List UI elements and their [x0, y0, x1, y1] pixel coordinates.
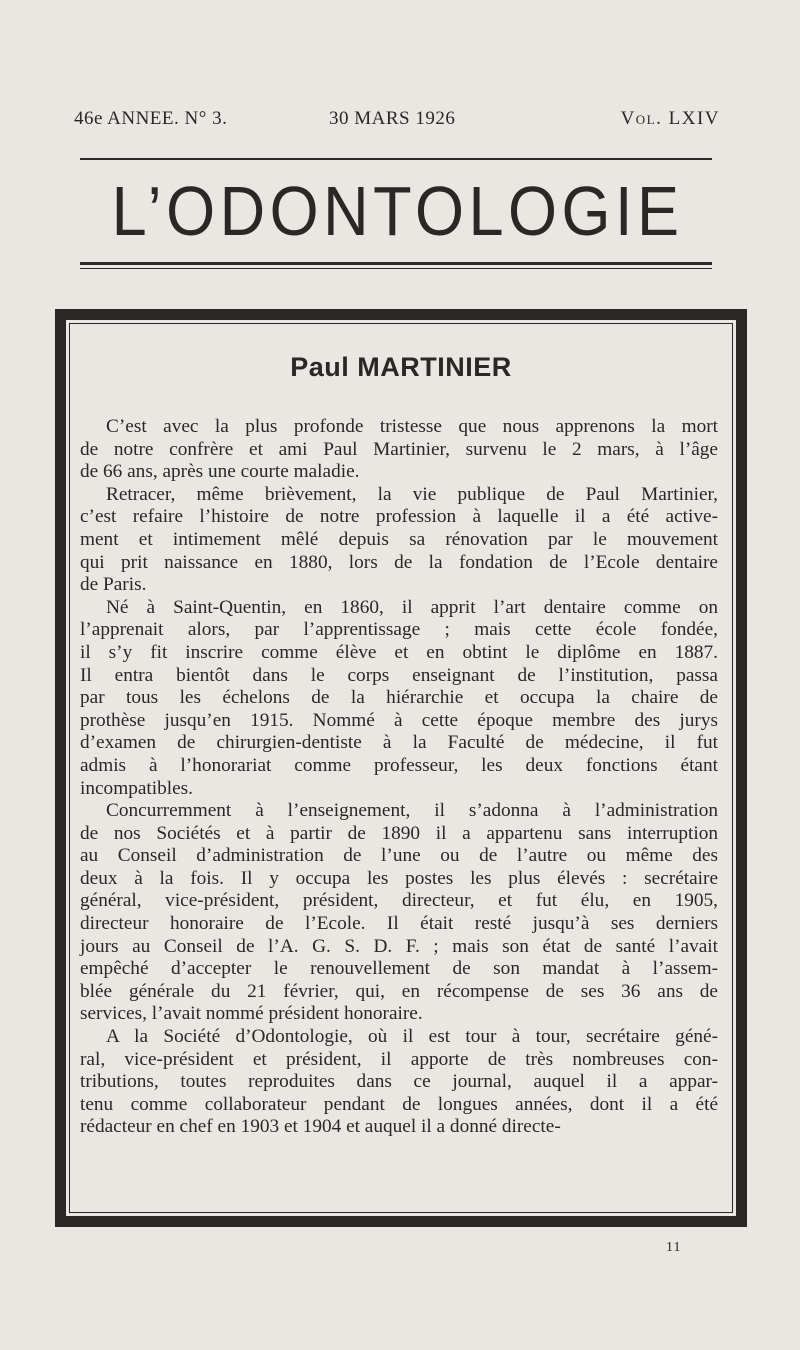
text-line: ment et intimement mêlé depuis sa rénovation par le mouvement	[80, 528, 718, 550]
article-body	[80, 416, 718, 1139]
journal-masthead: L’ODONTOLOGIE	[111, 172, 684, 250]
running-header	[74, 108, 720, 138]
text-line: empêché d’accepter le renouvellement de son mandat à l’assem-	[80, 958, 718, 980]
text-line: A la Société d’Odontologie, où il est tour à tour, secrétaire géné-	[106, 1026, 718, 1048]
text-line: prothèse jusqu’en 1915. Nommé à cette époque membre des jurys	[80, 709, 718, 731]
text-line: tenu comme collaborateur pendant de longues années, dont il a été	[80, 1093, 718, 1115]
text-line: au Conseil d’administration de l’une ou de l’autre ou même des	[80, 845, 718, 867]
issue-date: 30 MARS 1926	[329, 108, 456, 129]
article-paragraph	[80, 800, 718, 1026]
text-line: Retracer, même brièvement, la vie publique de Paul Martinier,	[106, 483, 718, 505]
article-paragraph	[80, 484, 718, 597]
text-line: deux à la fois. Il y occupa les postes les plus élevés : secrétaire	[80, 867, 718, 889]
text-line: jours au Conseil de l’A. G. S. D. F. ; mais son état de santé l’avait	[80, 935, 718, 957]
text-line: d’examen de chirurgien-dentiste à la Faculté de médecine, il fut	[80, 732, 718, 754]
text-line: services, l’avait nommé président honoraire.	[80, 1003, 423, 1025]
top-rule	[80, 158, 712, 160]
masthead-rule-thin	[80, 268, 712, 269]
text-line: de notre confrère et ami Paul Martinier, survenu le 2 mars, à l’âge	[80, 438, 718, 460]
text-line: de Paris.	[80, 574, 147, 596]
text-line: de nos Sociétés et à partir de 1890 il a appartenu sans interruption	[80, 822, 718, 844]
text-line: Concurremment à l’enseignement, il s’adonna à l’administration	[106, 800, 718, 822]
text-line: incompatibles.	[80, 777, 193, 799]
article-paragraph	[80, 416, 718, 484]
page-number: 11	[666, 1240, 682, 1255]
text-line: général, vice-président, président, directeur, et fut élu, en 1905,	[80, 890, 718, 912]
text-line: C’est avec la plus profonde tristesse que nous apprenons la mort	[106, 416, 718, 437]
article-paragraph	[80, 597, 718, 800]
article-paragraph	[80, 1026, 718, 1139]
text-line: de 66 ans, après une courte maladie.	[80, 461, 360, 483]
text-line: directeur honoraire de l’Ecole. Il était resté jusqu’à ses derniers	[80, 913, 718, 935]
text-line: l’apprenait alors, par l’apprentissage ; mais cette école fondée,	[80, 619, 718, 641]
issue-number: 46e ANNEE. N° 3.	[74, 108, 228, 129]
text-line: blée générale du 21 février, qui, en récompense de ses 36 ans de	[80, 980, 718, 1002]
article-title: Paul MARTINIER	[290, 352, 512, 382]
text-line: Né à Saint-Quentin, en 1860, il apprit l’art dentaire comme on	[106, 596, 718, 618]
text-line: tributions, toutes reproduites dans ce journal, auquel il a appar-	[80, 1071, 718, 1093]
text-line: qui prit naissance en 1880, lors de la fondation de l’Ecole dentaire	[80, 551, 718, 573]
masthead-rule-thick	[80, 262, 712, 265]
text-line: il s’y fit inscrire comme élève et en obtint le diplôme en 1887.	[80, 641, 718, 663]
text-line: Il entra bientôt dans le corps enseignant de l’institution, passa	[80, 664, 718, 686]
text-line: ral, vice-président et président, il apporte de très nombreuses con-	[80, 1048, 718, 1070]
text-line: admis à l’honorariat comme professeur, les deux fonctions étant	[80, 754, 718, 776]
text-line: rédacteur en chef en 1903 et 1904 et auquel il a donné directe-	[80, 1116, 561, 1138]
text-line: par tous les échelons de la hiérarchie et occupa la chaire de	[80, 687, 718, 709]
volume-number: Vol. LXIV	[620, 108, 720, 129]
text-line: c’est refaire l’histoire de notre profession à laquelle il a été active-	[80, 506, 718, 528]
